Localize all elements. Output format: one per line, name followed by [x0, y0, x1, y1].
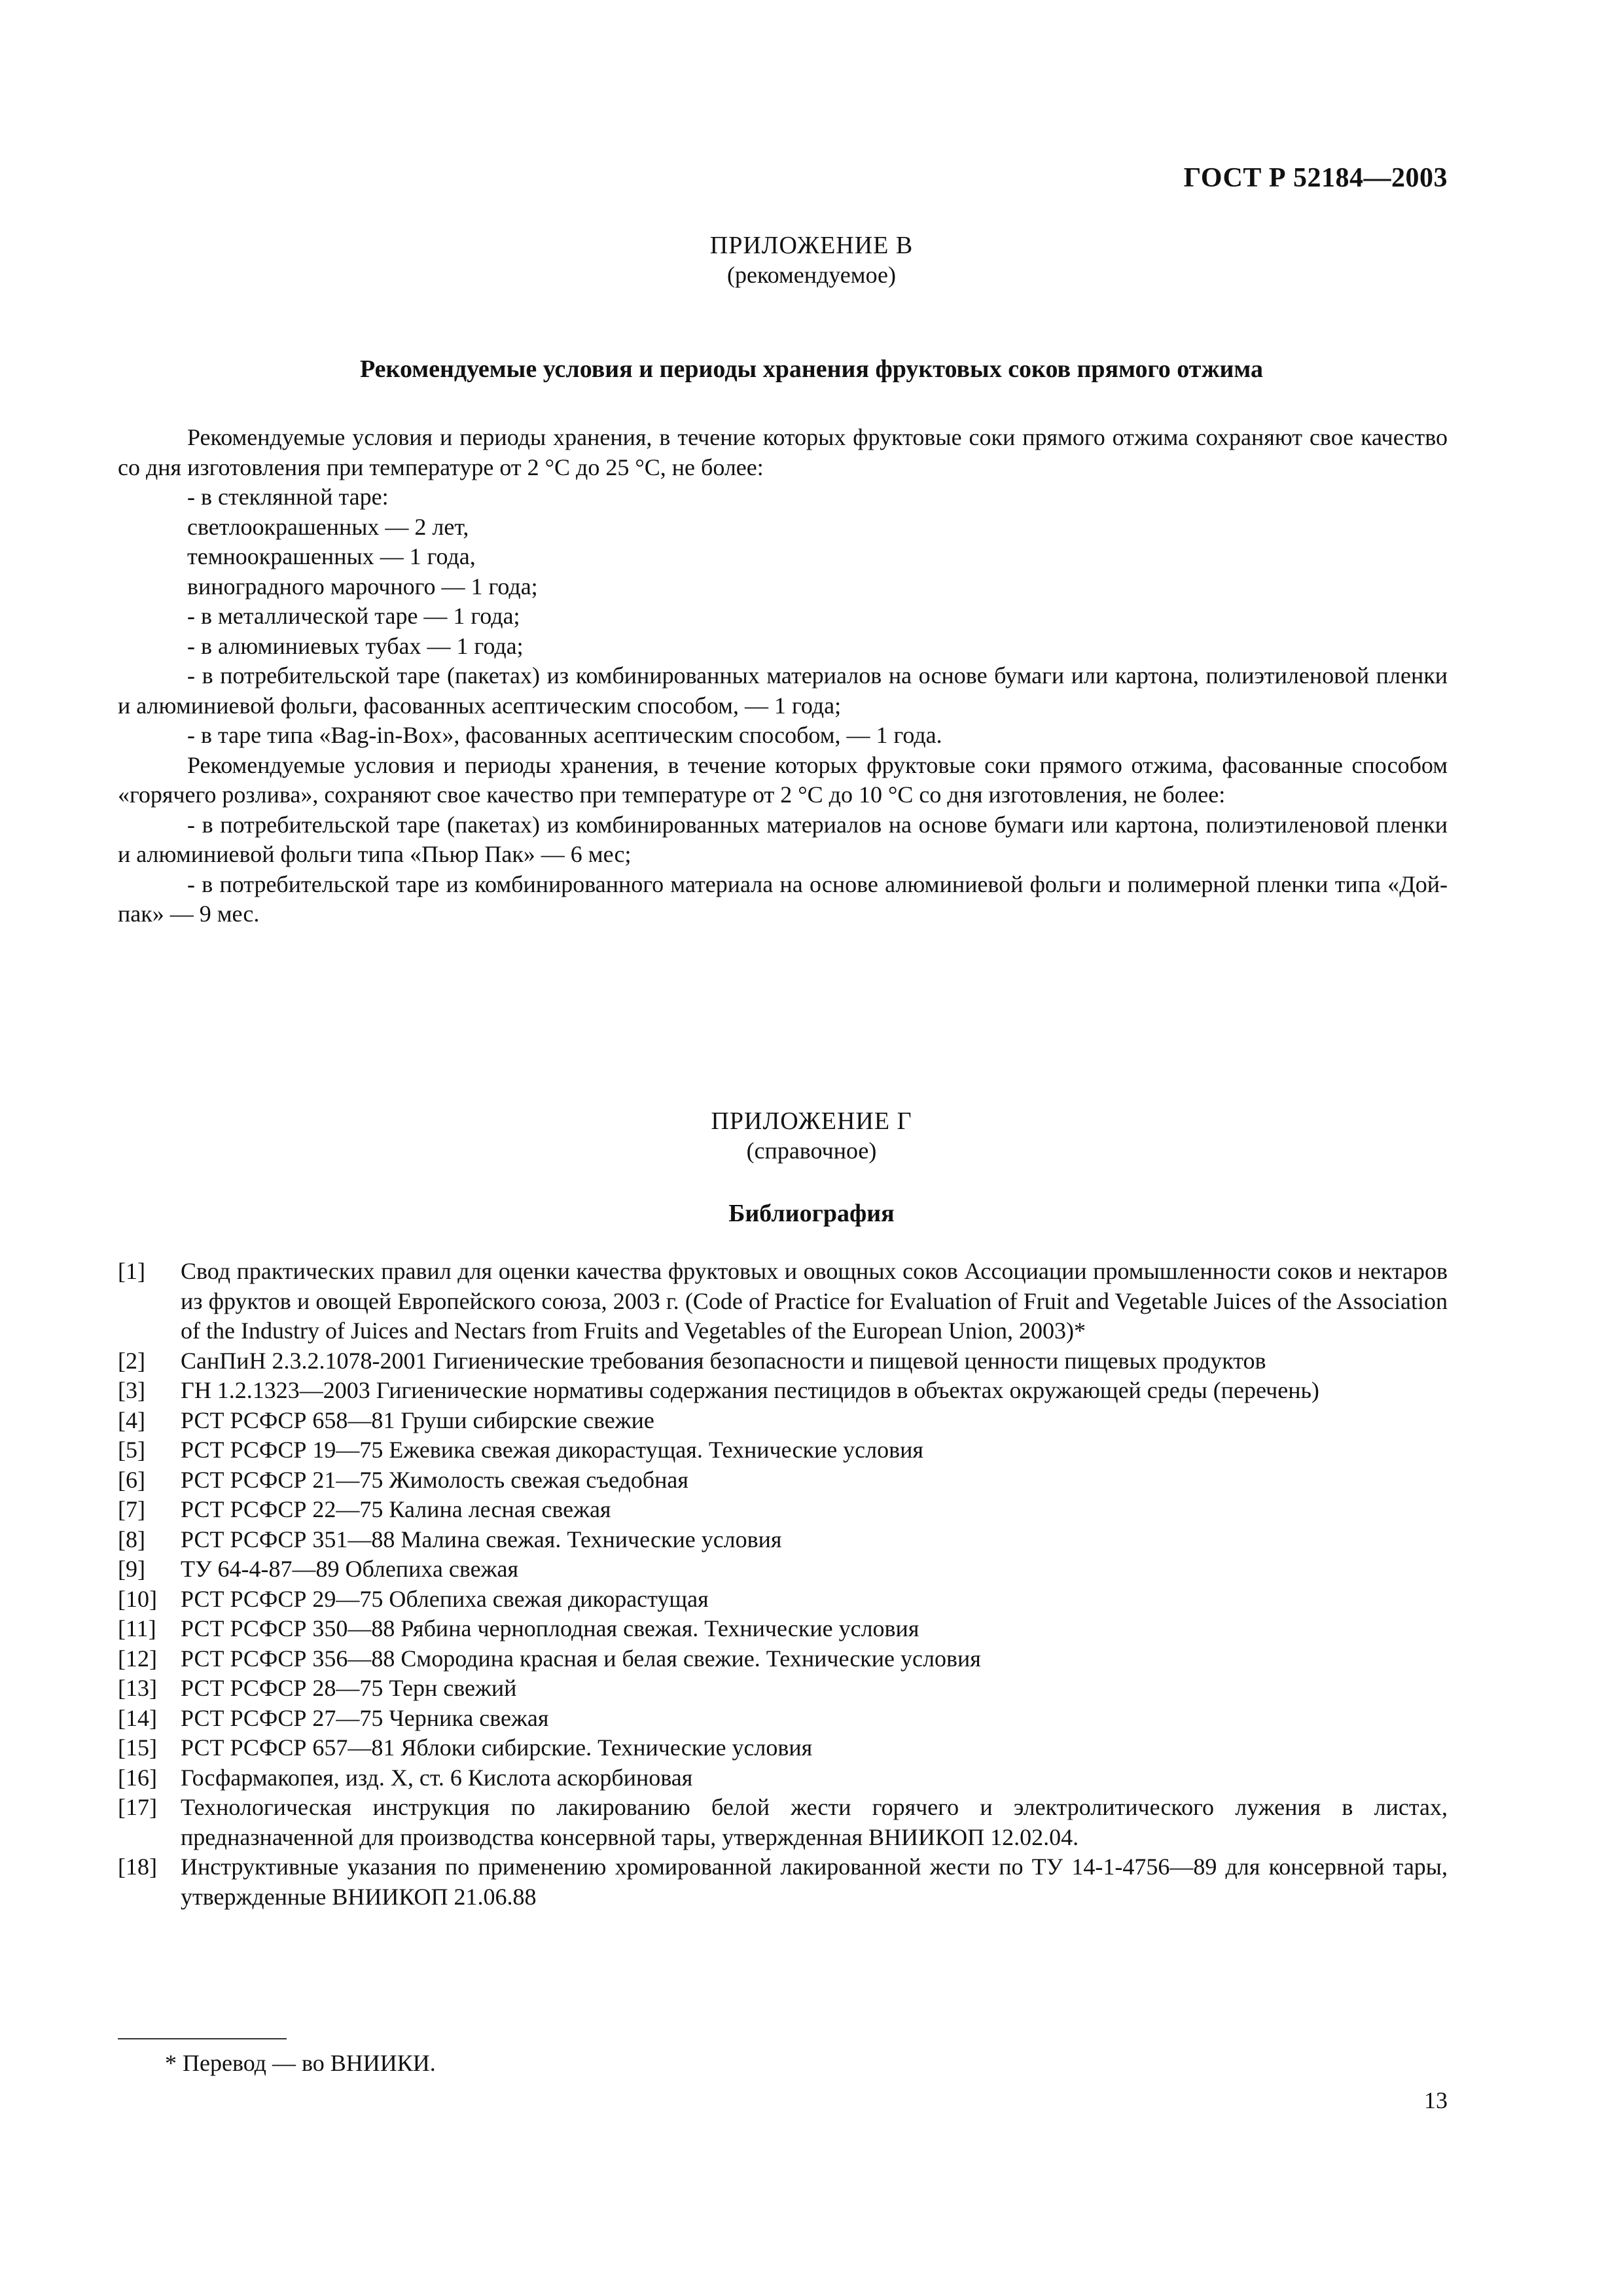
bibliography-number: [14] [118, 1704, 157, 1731]
paragraph: - в потребительской таре (пакетах) из комбинированных материалов на основе бумаги или картона, полиэтиленовой пленки и алюминиевой фольги, фасованных асептическим способом, — 1 года; [118, 662, 1448, 719]
bibliography-item [118, 1346, 1448, 1376]
appendix-v-heading: Рекомендуемые условия и периоды хранения фруктовых соков прямого отжима [359, 355, 1264, 383]
bibliography-item [118, 1376, 1448, 1406]
bibliography-text: РСТ РСФСР 657—81 Яблоки сибирские. Технические условия [181, 1734, 813, 1761]
paragraph: - в таре типа «Bag-in-Box», фасованных асептическим способом, — 1 года. [187, 722, 942, 748]
paragraph: - в металлической таре — 1 года; [187, 603, 520, 629]
bibliography-item [118, 1435, 1448, 1465]
bibliography-number: [18] [118, 1854, 157, 1880]
bibliography-item [118, 1257, 1448, 1346]
paragraph: виноградного марочного — 1 года; [187, 573, 538, 600]
bibliography-item [118, 1793, 1448, 1852]
bibliography-number: [1] [118, 1258, 145, 1284]
standard-number: ГОСТ Р 52184—2003 [1183, 163, 1448, 193]
bibliography-item [118, 1585, 1448, 1615]
bibliography-list [118, 1257, 1448, 1912]
bibliography-text: РСТ РСФСР 21—75 Жимолость свежая съедобная [181, 1466, 688, 1493]
bibliography-text: РСТ РСФСР 351—88 Малина свежая. Технические условия [181, 1526, 782, 1552]
bibliography-text: РСТ РСФСР 356—88 Смородина красная и белая свежие. Технические условия [181, 1645, 981, 1672]
bibliography-number: [10] [118, 1585, 157, 1612]
bibliography-number: [7] [118, 1496, 145, 1522]
bibliography-number: [3] [118, 1377, 145, 1403]
bibliography-number: [11] [118, 1615, 156, 1641]
appendix-v-body [118, 423, 1448, 929]
bibliography-number: [6] [118, 1466, 145, 1493]
bibliography-item [118, 1614, 1448, 1644]
bibliography-item [118, 1495, 1448, 1525]
paragraph: - в стеклянной таре: [187, 484, 389, 510]
bibliography-item [118, 1465, 1448, 1496]
footnote: * Перевод — во ВНИИКИ. [165, 2050, 436, 2076]
bibliography-text: ТУ 64-4-87—89 Облепиха свежая [181, 1556, 519, 1582]
appendix-v-title: ПРИЛОЖЕНИЕ В [709, 232, 914, 259]
bibliography-text: РСТ РСФСР 27—75 Черника свежая [181, 1704, 549, 1731]
appendix-g-title: ПРИЛОЖЕНИЕ Г [711, 1107, 912, 1135]
bibliography-number: [16] [118, 1764, 157, 1791]
bibliography-item [118, 1674, 1448, 1704]
bibliography-text: РСТ РСФСР 658—81 Груши сибирские свежие [181, 1407, 654, 1433]
page-number: 13 [1424, 2087, 1448, 2113]
bibliography-item [118, 1525, 1448, 1555]
bibliography-item [118, 1554, 1448, 1585]
footnote-divider [118, 2038, 287, 2039]
appendix-g-subtitle: (справочное) [746, 1138, 877, 1164]
bibliography-item [118, 1644, 1448, 1674]
bibliography-text: Технологическая инструкция по лакированию белой жести горячего и электролитического лужения в листах, предназначенной для производства консервной тары, утвержденная ВНИИКОП 12.02.04. [181, 1794, 1448, 1850]
bibliography-text: СанПиН 2.3.2.1078-2001 Гигиенические требования безопасности и пищевой ценности пищевых продуктов [181, 1347, 1266, 1374]
bibliography-number: [5] [118, 1437, 145, 1463]
bibliography-text: РСТ РСФСР 19—75 Ежевика свежая дикорастущая. Технические условия [181, 1437, 923, 1463]
bibliography-text: РСТ РСФСР 22—75 Калина лесная свежая [181, 1496, 611, 1522]
bibliography-number: [4] [118, 1407, 145, 1433]
bibliography-number: [9] [118, 1556, 145, 1582]
bibliography-heading: Библиография [728, 1200, 895, 1227]
bibliography-number: [2] [118, 1347, 145, 1374]
appendix-g-heading-wrap [0, 1198, 1623, 1229]
bibliography-number: [17] [118, 1794, 157, 1820]
paragraph: - в алюминиевых тубах — 1 года; [187, 632, 524, 659]
bibliography-item [118, 1406, 1448, 1436]
bibliography-text: РСТ РСФСР 29—75 Облепиха свежая дикорастущая [181, 1585, 709, 1612]
bibliography-number: [12] [118, 1645, 157, 1672]
paragraph: Рекомендуемые условия и периоды хранения, в течение которых фруктовые соки прямого отжима сохраняют свое качество со дня изготовления при температуре от 2 °С до 25 °С, не более: [118, 424, 1448, 480]
paragraph: Рекомендуемые условия и периоды хранения, в течение которых фруктовые соки прямого отжима, фасованные способом «горячего розлива», сохраняют свое качество при температуре от 2 °С до 10 °С со дня изготовления, не более: [118, 751, 1448, 808]
bibliography-number: [8] [118, 1526, 145, 1552]
bibliography-number: [15] [118, 1734, 157, 1761]
bibliography-text: РСТ РСФСР 350—88 Рябина черноплодная свежая. Технические условия [181, 1615, 919, 1641]
bibliography-text: РСТ РСФСР 28—75 Терн свежий [181, 1675, 517, 1701]
paragraph: светлоокрашенных — 2 лет, [187, 513, 469, 540]
appendix-v-heading-wrap [0, 353, 1623, 385]
paragraph: темноокрашенных — 1 года, [187, 543, 476, 569]
bibliography-text: Госфармакопея, изд. X, ст. 6 Кислота аскорбиновая [181, 1764, 693, 1791]
paragraph: - в потребительской таре из комбинированного материала на основе алюминиевой фольги и полимерной пленки типа «Дой-пак» — 9 мес. [118, 870, 1448, 927]
bibliography-text: Свод практических правил для оценки качества фруктовых и овощных соков Ассоциации промышленности соков и нектаров из фруктов и овощей Европейского союза, 2003 г. (Code of Practice for Evaluation of Fruit and Vegetable Juices of the Association of the Industry of Juices and Nectars from Fruits and Vegetables of the European Union, 2003)* [181, 1258, 1448, 1344]
appendix-v-header [0, 230, 1623, 289]
bibliography-number: [13] [118, 1675, 157, 1701]
bibliography-text: ГН 1.2.1323—2003 Гигиенические нормативы содержания пестицидов в объектах окружающей среды (перечень) [181, 1377, 1319, 1403]
bibliography-item [118, 1733, 1448, 1763]
bibliography-item [118, 1704, 1448, 1734]
appendix-v-subtitle: (рекомендуемое) [727, 262, 896, 288]
bibliography-item [118, 1852, 1448, 1912]
bibliography-item [118, 1763, 1448, 1793]
paragraph: - в потребительской таре (пакетах) из комбинированных материалов на основе бумаги или картона, полиэтиленовой пленки и алюминиевой фольги типа «Пьюр Пак» — 6 мес; [118, 811, 1448, 867]
bibliography-text: Инструктивные указания по применению хромированной лакированной жести по ТУ 14-1-4756—89 для консервной тары, утвержденные ВНИИКОП 21.06.88 [181, 1854, 1448, 1910]
appendix-g-header [0, 1106, 1623, 1165]
